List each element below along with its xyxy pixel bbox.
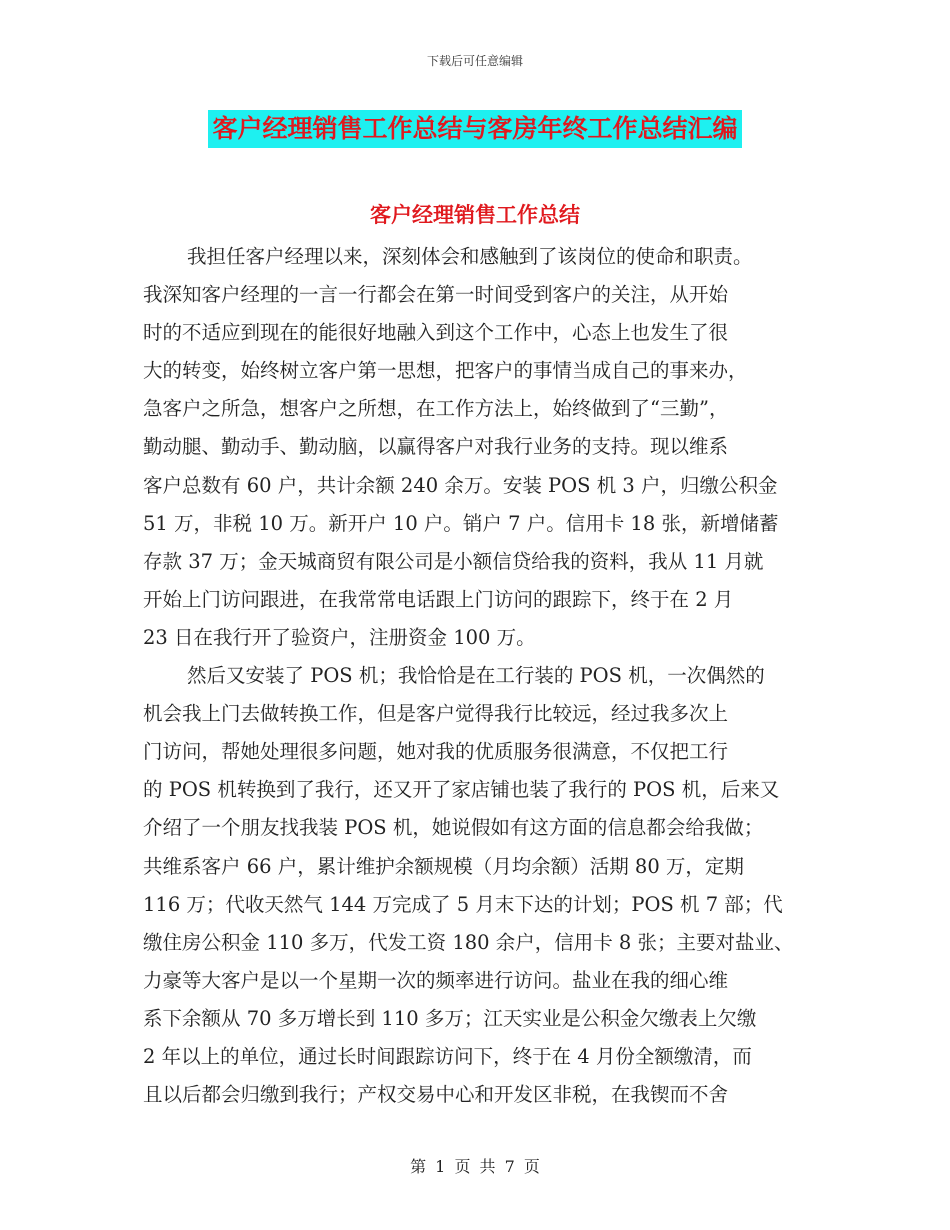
page-footer: 第 1 页 共 7 页 [410, 1157, 540, 1176]
body-line: 23 日在我行开了验资户，注册资金 100 万。 [143, 625, 536, 649]
body-line: 我担任客户经理以来，深刻体会和感触到了该岗位的使命和职责。 [187, 245, 753, 268]
body-line: 我深知客户经理的一言一行都会在第一时间受到客户的关注，从开始 [143, 283, 729, 307]
body-line: 共维系客户 66 户，累计维护余额规模（月均余额）活期 80 万，定期 [143, 854, 744, 878]
body-line: 的 POS 机转换到了我行，还又开了家店铺也装了我行的 POS 机，后来又 [143, 778, 780, 802]
header-note: 下载后可任意编辑 [426, 54, 523, 68]
document-title: 客户经理销售工作总结与客房年终工作总结汇编 [208, 110, 741, 148]
body-line: 大的转变，始终树立客户第一思想，把客户的事情当成自己的事来办， [143, 359, 748, 383]
body-text [143, 238, 823, 1114]
body-line: 门访问，帮她处理很多问题，她对我的优质服务很满意，不仅把工行 [143, 740, 729, 764]
body-line: 系下余额从 70 多万增长到 110 多万；江天实业是公积金欠缴表上欠缴 [143, 1006, 757, 1030]
body-line: 缴住房公积金 110 多万，代发工资 180 余户，信用卡 8 张；主要对盐业、 [143, 930, 794, 954]
body-line: 且以后都会归缴到我行；产权交易中心和开发区非税，在我锲而不舍 [143, 1083, 729, 1107]
body-line: 开始上门访问跟进，在我常常电话跟上门访问的跟踪下，终于在 2 月 [143, 587, 734, 611]
body-line: 116 万；代收天然气 144 万完成了 5 月末下达的计划；POS 机 7 部；代 [143, 892, 783, 916]
body-line: 51 万，非税 10 万。新开户 10 户。销户 7 户。信用卡 18 张，新增储蓄 [143, 511, 779, 535]
body-line: 急客户之所急，想客户之所想，在工作方法上，始终做到了“三勤”， [143, 397, 729, 421]
body-line: 时的不适应到现在的能很好地融入到这个工作中，心态上也发生了很 [143, 321, 729, 345]
body-line: 力豪等大客户是以一个星期一次的频率进行访问。盐业在我的细心维 [143, 968, 729, 992]
body-line: 介绍了一个朋友找我装 POS 机，她说假如有这方面的信息都会给我做； [143, 816, 764, 840]
body-line: 存款 37 万；金天城商贸有限公司是小额信贷给我的资料，我从 11 月就 [143, 549, 764, 573]
section-title: 客户经理销售工作总结 [370, 203, 580, 227]
document-title-wrap [0, 110, 950, 148]
body-line: 机会我上门去做转换工作，但是客户觉得我行比较远，经过我多次上 [143, 702, 729, 726]
body-line: 2 年以上的单位，通过长时间跟踪访问下，终于在 4 月份全额缴清，而 [143, 1044, 752, 1068]
body-line: 勤动腿、勤动手、勤动脑，以赢得客户对我行业务的支持。现以维系 [143, 435, 729, 459]
body-line: 然后又安装了 POS 机；我恰恰是在工行装的 POS 机，一次偶然的 [187, 664, 765, 688]
body-line: 客户总数有 60 户，共计余额 240 余万。安装 POS 机 3 户，归缴公积金 [143, 473, 778, 497]
